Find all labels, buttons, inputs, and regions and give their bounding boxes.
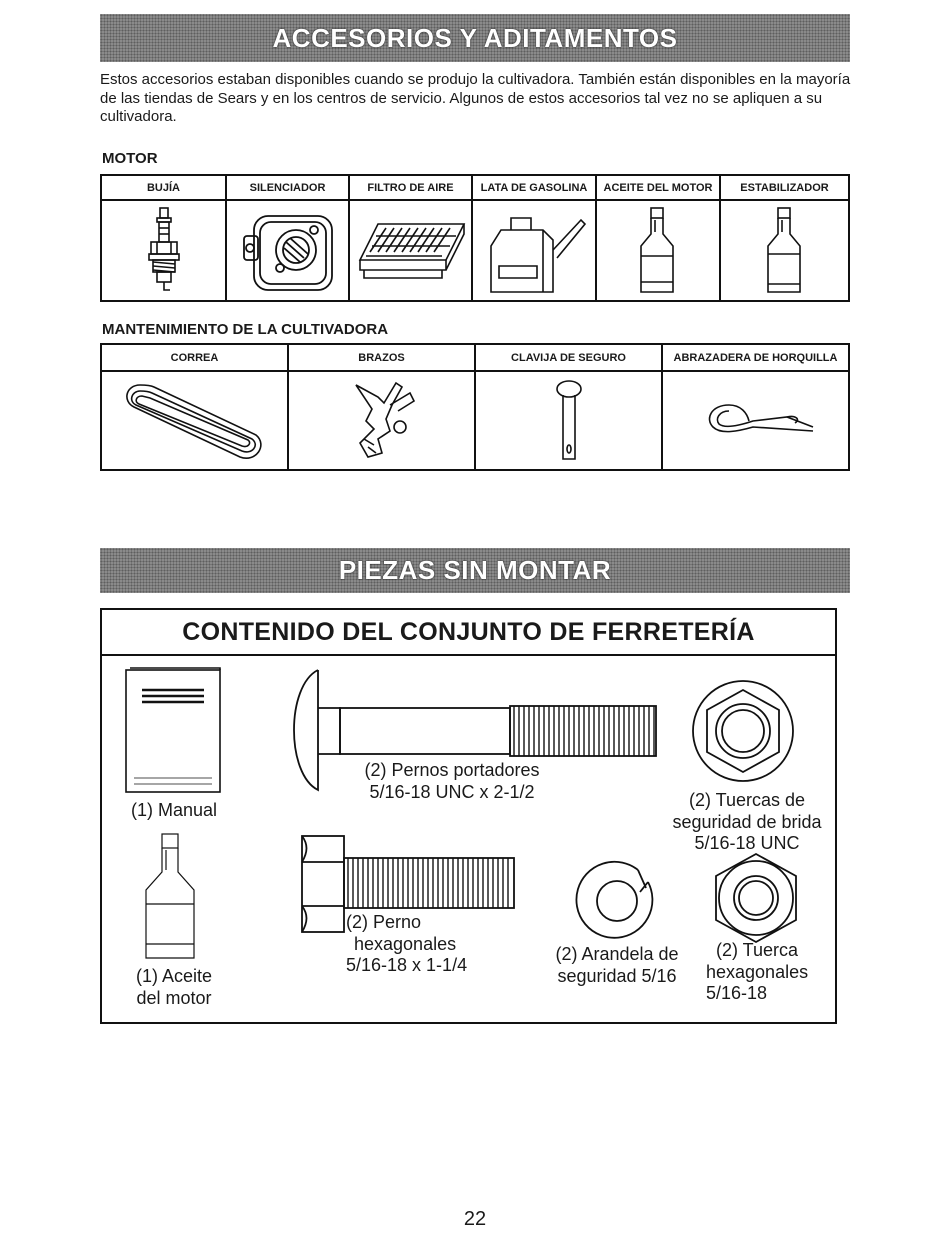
gas-can-icon	[479, 206, 589, 296]
flange-nut-caption: (2) Tuercas de seguridad de brida 5/16-18 UNC	[672, 790, 822, 853]
manual-icon	[124, 666, 224, 796]
stabilizer-cell	[721, 201, 848, 300]
header-tines: BRAZOS	[289, 345, 476, 372]
header-clevis-pin: CLAVIJA DE SEGURO	[476, 345, 663, 372]
hex-nut-icon	[708, 850, 804, 946]
tine-icon	[342, 379, 422, 463]
air-filter-cell	[350, 201, 473, 300]
unassembled-banner-title: PIEZAS SIN MONTAR	[338, 555, 612, 585]
flange-nut-icon	[688, 676, 798, 786]
belt-cell	[102, 372, 289, 469]
accessories-banner-title: ACCESORIOS Y ADITAMENTOS	[272, 22, 678, 53]
motor-accessories-table	[100, 174, 850, 302]
spark-plug-cell	[102, 201, 227, 300]
hex-bolt-caption: (2) Perno hexagonales 5/16-18 x 1-1/4	[346, 912, 468, 975]
hardware-pack-box	[100, 608, 837, 1024]
unassembled-banner	[100, 548, 850, 593]
header-muffler: SILENCIADOR	[227, 176, 350, 201]
maintenance-section-title: MANTENIMIENTO DE LA CULTIVADORA	[102, 321, 389, 338]
manual-caption: (1) Manual	[130, 800, 218, 820]
oil-bottle-icon	[633, 206, 683, 296]
spark-plug-icon	[139, 206, 189, 296]
maintenance-accessories-table	[100, 343, 850, 471]
header-stabilizer: ESTABILIZADOR	[721, 176, 848, 201]
header-air-filter: FILTRO DE AIRE	[350, 176, 473, 201]
lock-washer-icon	[574, 858, 660, 944]
clevis-pin-icon	[549, 379, 589, 463]
gas-can-cell	[473, 201, 597, 300]
hairpin-clip-cell	[663, 372, 848, 469]
accessories-banner	[100, 14, 850, 62]
stabilizer-bottle-icon	[760, 206, 810, 296]
belt-icon	[120, 379, 270, 463]
header-gas-can: LATA DE GASOLINA	[473, 176, 597, 201]
oil-bottle-icon	[140, 832, 200, 962]
muffler-icon	[238, 206, 338, 296]
header-engine-oil: ACEITE DEL MOTOR	[597, 176, 721, 201]
lock-washer-caption: (2) Arandela de seguridad 5/16	[555, 944, 679, 986]
header-belt: CORREA	[102, 345, 289, 372]
engine-oil-cell	[597, 201, 721, 300]
clevis-pin-cell	[476, 372, 663, 469]
page-number: 22	[463, 1208, 487, 1230]
hardware-pack-title: CONTENIDO DEL CONJUNTO DE FERRETERÍA	[102, 610, 835, 656]
header-hairpin-clip: ABRAZADERA DE HORQUILLA	[663, 345, 848, 372]
carriage-bolt-caption: (2) Pernos portadores 5/16-18 UNC x 2-1/2	[364, 760, 540, 802]
air-filter-icon	[356, 216, 466, 286]
tines-cell	[289, 372, 476, 469]
accessories-intro: Estos accesorios estaban disponibles cuando se produjo la cultivadora. También están disponibles en la mayoría de las tiendas de Sears y en los centros de servicio. Algunos de estos accesorios tal vez no se apliquen a su cultivadora.	[100, 71, 851, 125]
muffler-cell	[227, 201, 350, 300]
header-spark-plug: BUJÍA	[102, 176, 227, 201]
hex-nut-caption: (2) Tuerca hexagonales 5/16-18	[706, 940, 809, 1003]
oil-caption: (1) Aceite del motor	[135, 966, 213, 1008]
hairpin-clip-icon	[691, 391, 821, 451]
motor-section-title: MOTOR	[102, 150, 158, 167]
